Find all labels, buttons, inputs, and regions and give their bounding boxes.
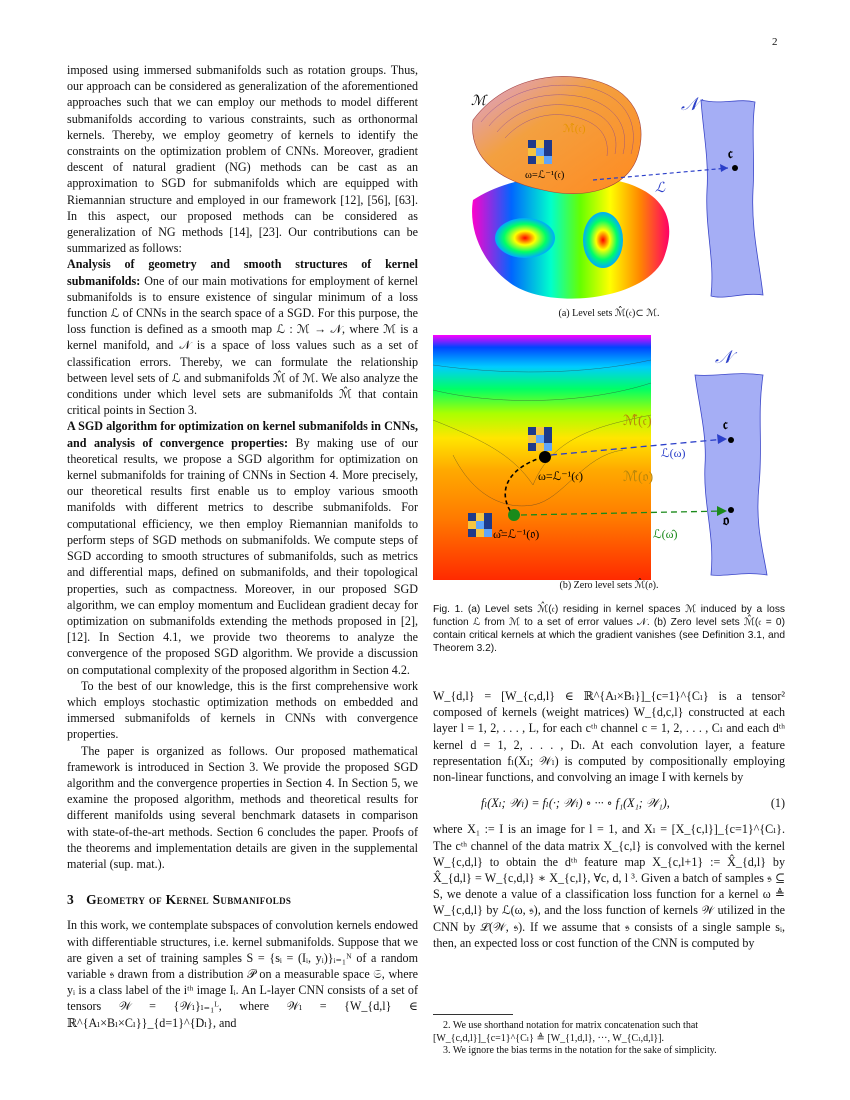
- label-Mc: ℳ̂(𝔠): [563, 123, 586, 135]
- label-Mo: ℳ̂(𝔬): [623, 470, 654, 485]
- label-M: ℳ: [471, 94, 486, 109]
- footnote-3: 3. We ignore the bias terms in the notation for the sake of simplicity.: [443, 1045, 717, 1056]
- paragraph: In this work, we contemplate subspaces of convolution kernels endowed with differentiable structures, i.e. kernel submanifolds. Suppose that we are given a set of training samples S = {sᵢ = (Iᵢ, yᵢ)}ᵢ₌₁ᴺ of a random variable 𝔰 drawn from a distribution 𝒫 on a measurable space 𝔖, where yᵢ is a class label of the iᵗʰ image Iᵢ. An L-layer CNN consists of a set of tensors 𝒲 = {𝒲ₗ}ₗ₌₁ᴸ, where 𝒲ₗ = {W_{d,l} ∈ ℝ^{Aₗ×Bₗ×Cₗ}}_{d=1}^{Dₗ}, and: [67, 918, 418, 1030]
- figure-1a: [433, 60, 785, 315]
- label-N: 𝒩: [715, 347, 733, 367]
- figure-caption-text: Fig. 1. (a) Level sets ℳ̂(𝔠) residing in kernel spaces ℳ induced by a loss function ℒ from ℳ to a set of error values 𝒩. (b) Zero level sets ℳ̂(𝔠 = 0) contain critical kernels at which the gradient vanishes (see Definition 3.1, and Theorem 3.2).: [433, 604, 785, 654]
- error-space-N: [695, 374, 767, 576]
- point-c: [728, 437, 734, 443]
- paragraph: To the best of our knowledge, this is the first comprehensive work which employs stochastic optimization methods on embedded and immersed submanifolds of kernels in CNNs with convergence properties.: [67, 678, 418, 742]
- contribution-geometry: [67, 256, 418, 418]
- point-omega-hat: [508, 509, 520, 521]
- label-L: ℒ: [655, 181, 666, 196]
- figure-caption: [433, 603, 785, 655]
- kernel-patch-icon: [468, 513, 492, 537]
- footnote-2: 2. We use shorthand notation for matrix concatenation such that [W_{c,d,l}]_{c=1}^{Cₗ} ≜ [W_{1,d,l}, ···, W_{Cₗ,d,l}].: [433, 1020, 699, 1044]
- kernel-patch-icon: [528, 140, 552, 164]
- label-L-omegahat: ℒ(ω̂): [653, 527, 678, 541]
- page-number: 2: [772, 36, 778, 48]
- subcaption-b: (b) Zero level sets ℳ̂(𝔬).: [559, 580, 659, 591]
- basin-minimum: [495, 218, 555, 258]
- label-omega-hat: ω̂=ℒ⁻¹(𝔬): [493, 527, 540, 541]
- label-c: 𝔠: [723, 417, 728, 433]
- basin-minimum: [583, 212, 623, 268]
- right-column: [433, 688, 785, 951]
- point-o: [728, 507, 734, 513]
- label-c: 𝔠: [728, 146, 733, 162]
- equation-1: [433, 795, 785, 811]
- paragraph: W_{d,l} = [W_{c,d,l} ∈ ℝ^{Aₗ×Bₗ}]_{c=1}^{Cₗ} is a tensor² composed of kernels (weight matrices) W_{d,c,l} constructed at each layer l = 1, 2, . . . , L, for each cᵗʰ channel c = 1, 2, . . . , Cₗ and each dᵗʰ kernel d = 1, 2, . . . , Dₗ. At each convolution layer, a feature representation fₗ(Xₗ; 𝒲ₗ) is computed by compositionally employing non-linear functions, and convolving an image I with kernels by: [433, 689, 785, 785]
- kernel-patch-icon: [528, 427, 552, 451]
- section-number: 3: [67, 892, 75, 908]
- subcaption-a: (a) Level sets ℳ̂(𝔠)⊂ ℳ.: [558, 308, 660, 319]
- point-omega: [539, 451, 551, 463]
- paragraph: The paper is organized as follows. Our proposed mathematical framework is introduced in Section 3. We provide the proposed SGD algorithm and the convergence properties in Section 4. In Section 5, we examine the proposed algorithm, methods and theoretical results for different manifolds using several benchmark datasets in comparison with state-of-the-art methods. Section 6 concludes the paper. Proofs of the theorems and implementation details are given in the supplemental material (sup. mat.).: [67, 743, 418, 871]
- equation-text: fₗ(Xₗ; 𝒲ₗ) = fₗ(·; 𝒲ₗ) ∘ ··· ∘ f₁(X₁; 𝒲₁),: [481, 796, 670, 811]
- contribution-body: By making use of our theoretical results, we propose a SGD algorithm for optimization on kernel submanifolds for training of CNNs in Section 4. More precisely, our theoretical results first enable us to employ various smooth manifolds with different metrics to describe submanifolds. For computational efficiency, we then employ Riemannian manifolds to perform steps of SGD methods on submanifolds. We compute steps of SGD according to smooth structures of submanifolds, such as metrics and differential maps, defined on submanifolds, and their topological properties, such as compactness. Moreover, in our proposed SGD algorithm, we can employ momentum and Euclidean gradient decay for optimization on submanifolds extending the methods proposed in [2], [12]. In Section 4.1, we provide two theorems to analyze the convergence of the proposed SGD algorithm. We provide a discussion on computational complexity of the proposed algorithm in Section 4.2.: [67, 435, 418, 677]
- section-heading: [67, 892, 418, 908]
- contribution-sgd: [67, 418, 418, 677]
- figure-1b: [433, 335, 785, 580]
- equation-number: (1): [770, 796, 785, 811]
- label-omega: ω=ℒ⁻¹(𝔠): [538, 469, 584, 483]
- footnote-rule: [433, 1014, 513, 1015]
- contribution-heading: A SGD algorithm for optimization on kernel submanifolds in CNNs, and analysis of convergence properties:: [67, 419, 418, 450]
- label-N: 𝒩: [681, 94, 699, 114]
- left-column: [67, 62, 418, 1031]
- paragraph: where X₁ := I is an image for l = 1, and Xₗ = [X_{c,l}]_{c=1}^{Cₗ}. The cᵗʰ channel of the data matrix X_{c,l} is convolved with the kernel W_{c,d,l} to obtain the dᵗʰ feature map X_{c,l+1} := X̂_{d,l} by X̂_{d,l} = W_{c,d,l} ∗ X_{c,l}, ∀c, d, l ³. Given a batch of samples 𝔰 ⊆ S, we denote a value of a classification loss function for a kernel ω ≜ W_{c,d,l} by ℒ(ω, 𝔰), and the loss function of kernels 𝒲 utilized in the CNN by ℒ(𝒲, 𝔰). If we assume that 𝔰 consists of a single sample sᵢ, then, an expected loss or cost function of the CNN is computed by: [433, 822, 785, 950]
- label-omega: ω=ℒ⁻¹(𝔠): [525, 170, 565, 181]
- error-space-N: [701, 100, 763, 297]
- section-title: Geometry of Kernel Submanifolds: [86, 892, 292, 908]
- label-o: 𝔬: [723, 513, 730, 529]
- contribution-body: One of our main motivations for employment of kernel submanifolds is to ensure existence of singular minimum of a loss function ℒ of CNNs in the search space of a SGD. For this purpose, the loss function is defined as a smooth map ℒ : ℳ → 𝒩, where ℳ is a kernel manifold, and 𝒩 is a space of loss values such as a set of classification errors. Thereby, we can formulate the relationship between level sets of ℒ and submanifolds ℳ̂ of ℳ. We also analyze the conditions under which level sets are submanifolds ℳ̂ that contain critical points in Section 3.: [67, 273, 418, 418]
- paragraph: imposed using immersed submanifolds such as rotation groups. Thus, our approach can be considered as generalization of the aforementioned approaches such that we can employ our methods to model different submanifolds according to various constraints, such as orthonormal kernels. Thereby, we employ geometry of kernels to identify the constraints on the optimization problem of CNNs. Moreover, gradient descent of natural gradient (NG) methods can be cast as an approximation to SGD for submanifolds which are equipped with Riemannian structure and employed in our framework [12], [56], [63]. In this aspect, our proposed methods can be considered as generalization of NG methods [14], [23]. Our contributions can be summarized as follows:: [67, 63, 418, 256]
- label-L-omega: ℒ(ω): [661, 446, 686, 460]
- label-Mc: ℳ̂(𝔠): [623, 414, 652, 429]
- footnotes: [433, 1020, 785, 1058]
- point-c: [732, 165, 738, 171]
- contribution-heading: Analysis of geometry and smooth structures of kernel submanifolds:: [67, 257, 418, 288]
